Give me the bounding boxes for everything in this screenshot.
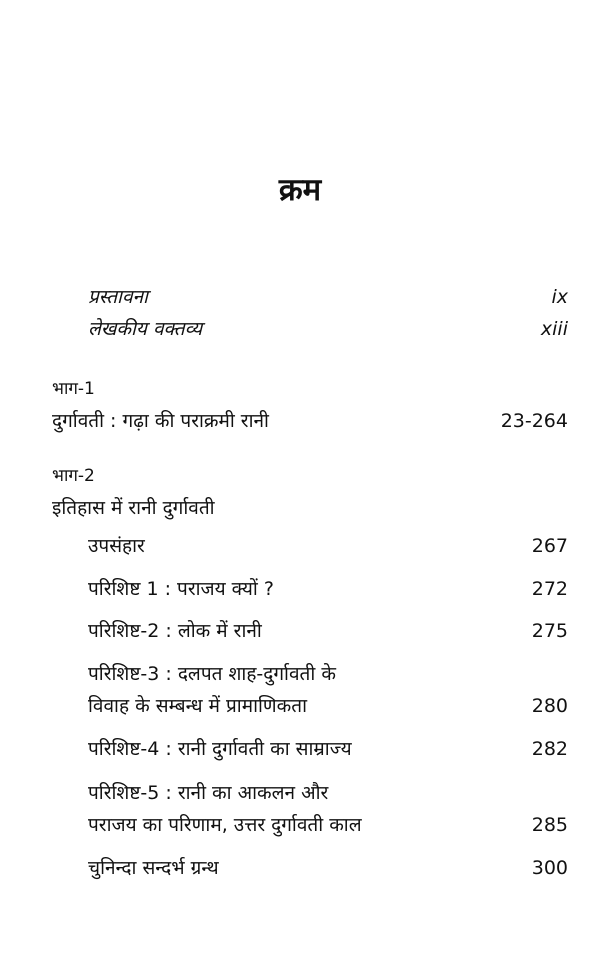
part-1-title: दुर्गावती : गढ़ा की पराक्रमी रानी bbox=[52, 410, 269, 432]
toc-entry-page: 285 bbox=[531, 814, 568, 836]
toc-entry-parishisht-3[interactable] bbox=[88, 661, 568, 721]
toc-entry-label: परिशिष्ट-5 : रानी का आकलन और bbox=[88, 782, 329, 804]
toc-entry-label-continued: पराजय का परिणाम, उत्तर दुर्गावती काल bbox=[88, 814, 362, 836]
toc-entry-label: उपसंहार bbox=[88, 535, 145, 557]
toc-entry-page: xiii bbox=[540, 318, 568, 340]
toc-entry-parishisht-5[interactable] bbox=[88, 780, 568, 840]
page-title: क्रम bbox=[278, 172, 322, 208]
toc-entry-page: ix bbox=[551, 286, 568, 308]
toc-entry-page: 280 bbox=[531, 695, 568, 717]
toc-entry-page: 272 bbox=[531, 578, 568, 600]
toc-entry-label: लेखकीय वक्तव्य bbox=[88, 318, 203, 340]
toc-entry-page: 275 bbox=[531, 620, 568, 642]
toc-entry-page: 23-264 bbox=[500, 410, 568, 432]
toc-entry-page: 300 bbox=[531, 857, 568, 879]
toc-entry-label: परिशिष्ट-3 : दलपत शाह-दुर्गावती के bbox=[88, 663, 336, 685]
toc-entry-label: चुनिन्दा सन्दर्भ ग्रन्थ bbox=[88, 857, 219, 879]
toc-entry-label: प्रस्तावना bbox=[88, 286, 148, 308]
part-1-label: भाग-1 bbox=[52, 379, 95, 399]
toc-entry-page: 267 bbox=[531, 535, 568, 557]
toc-entry-label-continued: विवाह के सम्बन्ध में प्रामाणिकता bbox=[88, 695, 308, 717]
part-2-label: भाग-2 bbox=[52, 466, 95, 486]
part-2-title: इतिहास में रानी दुर्गावती bbox=[52, 497, 215, 519]
toc-entry-label: परिशिष्ट-4 : रानी दुर्गावती का साम्राज्य bbox=[88, 738, 352, 760]
toc-entry-page: 282 bbox=[531, 738, 568, 760]
toc-entry-label: परिशिष्ट-2 : लोक में रानी bbox=[88, 620, 262, 642]
toc-entry-label: परिशिष्ट 1 : पराजय क्यों ? bbox=[88, 578, 274, 600]
